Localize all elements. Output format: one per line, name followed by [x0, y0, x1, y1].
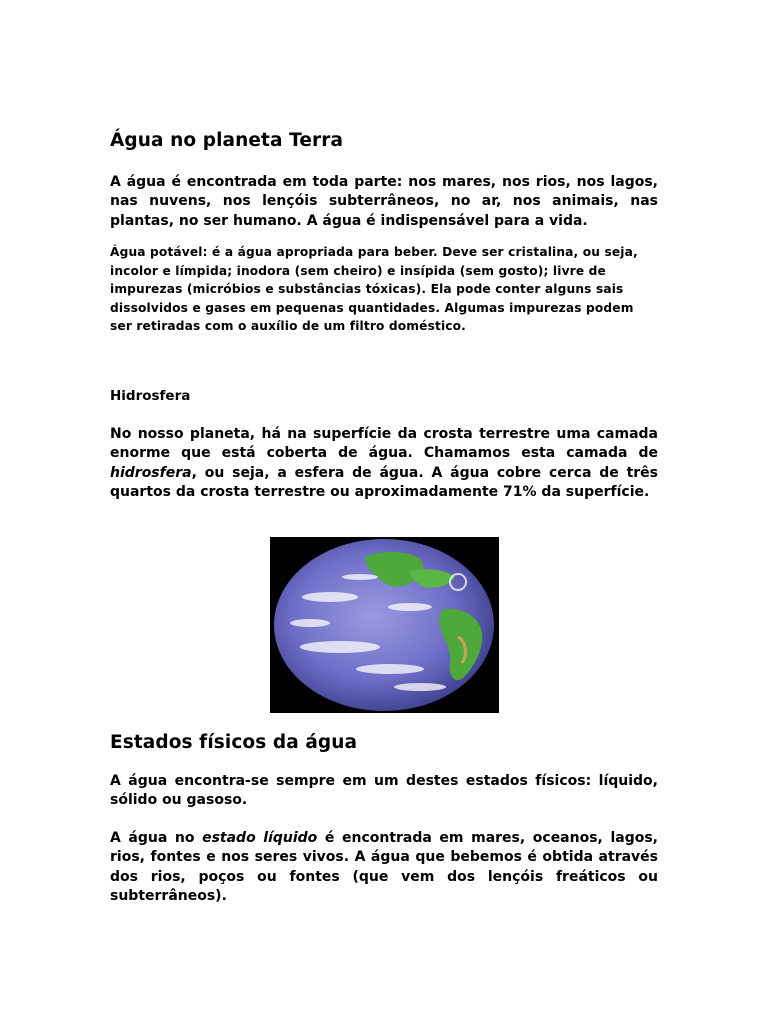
- earth-globe-graphic: [270, 537, 499, 713]
- section-title-estados: Estados físicos da água: [110, 732, 358, 753]
- section-title-hidrosfera: Hidrosfera: [110, 388, 191, 404]
- paragraph-estado-liquido: [110, 829, 658, 906]
- cloud: [394, 683, 446, 691]
- paragraph-estados-intro: A água encontra-se sempre em um destes estados físicos: líquido, sólido ou gasoso.: [110, 773, 658, 809]
- paragraph-hidrosfera: [110, 425, 658, 502]
- term-hidrosfera: hidrosfera: [110, 464, 192, 481]
- paragraph-intro: A água é encontrada em toda parte: nos mares, nos rios, nos lagos, nas nuvens, nos lençóis subterrâneos, no ar, nos animais, nas plantas, no ser humano. A água é indispensável para a vida.: [110, 174, 658, 229]
- cloud: [342, 574, 378, 580]
- cloud: [300, 641, 380, 653]
- text-segment: A água no: [110, 830, 203, 846]
- paragraph-agua-potavel: Água potável: é a água apropriada para beber. Deve ser cristalina, ou seja, incolor e límpida; inodora (sem cheiro) e insípida (sem gosto); livre de impurezas (micróbios e substâncias tóxicas). Ela pode conter alguns sais dissolvidos e gases em pequenas quantidades. Algumas impurezas podem ser retiradas com o auxílio de um filtro doméstico.: [110, 245, 638, 333]
- cloud: [356, 664, 424, 674]
- earth-image: [270, 537, 499, 713]
- cloud: [388, 603, 432, 611]
- text-segment: , ou seja, a esfera de água. A água cobre cerca de três quartos da crosta terrestre ou aproximadamente 71% da superfície.: [110, 464, 658, 500]
- term-estado-liquido: estado líquido: [202, 830, 318, 846]
- text-segment: No nosso planeta, há na superfície da crosta terrestre uma camada enorme que está coberta de água. Chamamos esta camada de: [110, 426, 658, 462]
- section-title-agua: Água no planeta Terra: [110, 130, 344, 151]
- cloud: [302, 592, 358, 602]
- cloud: [290, 619, 330, 627]
- text-segment: é encontrada em mares, oceanos, lagos, rios, fontes e nos seres vivos. A água que bebemos é obtida através dos rios, poços ou fontes (que vem dos lençóis freáticos ou subterrâneos).: [110, 830, 658, 904]
